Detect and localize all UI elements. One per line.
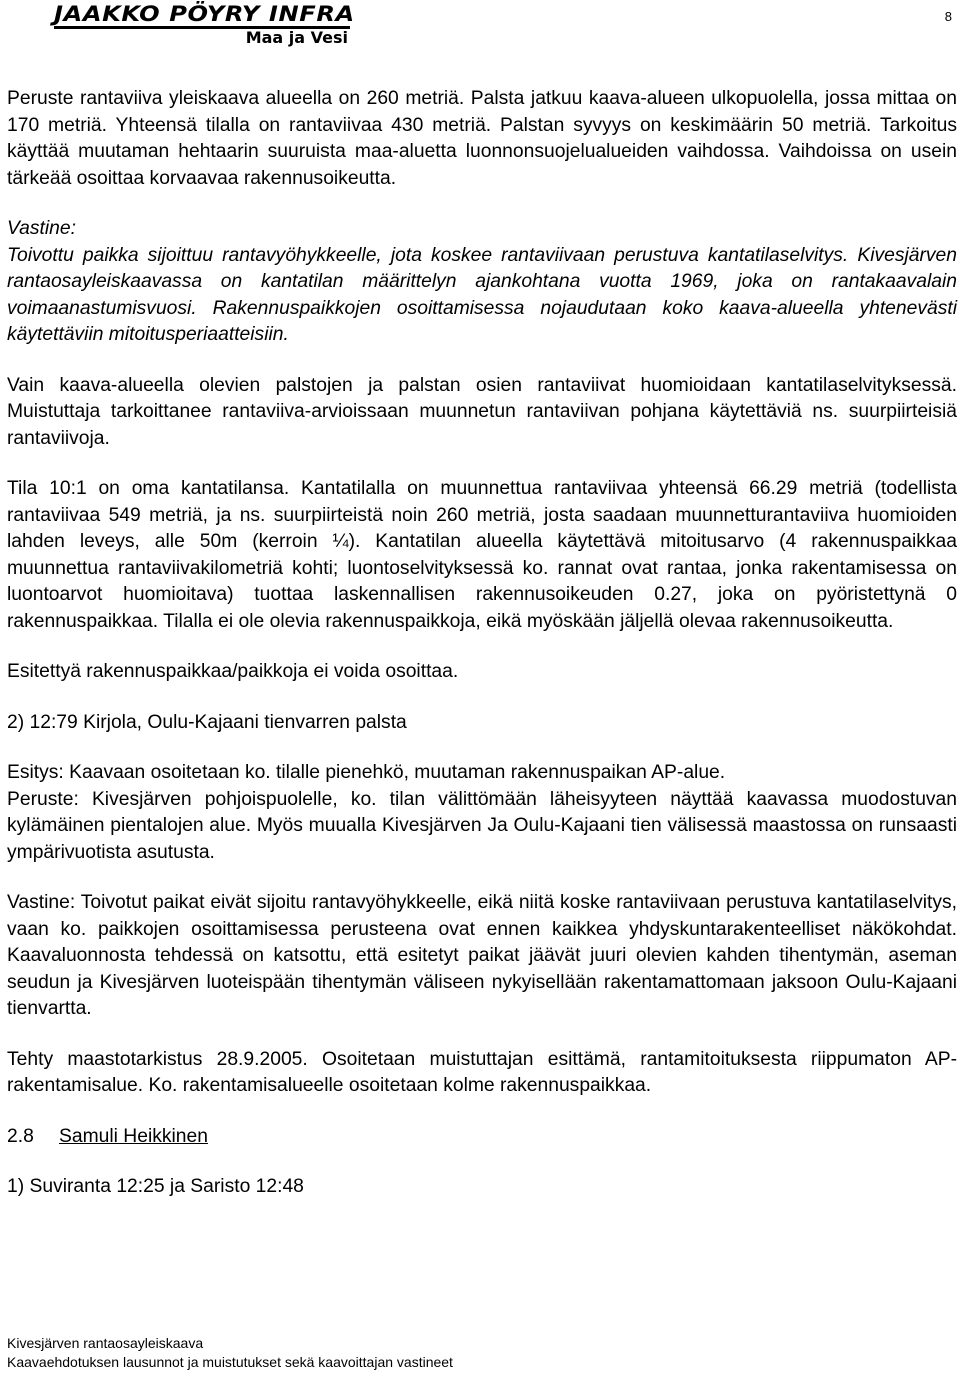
page-footer bbox=[7, 1334, 453, 1372]
paragraph-tila-10-1: Tila 10:1 on oma kantatilansa. Kantatilalla on muunnettua rantaviivaa yhteensä 66.29 metriä (todellista rantaviivaa 549 metriä, ja ns. suurpiirteistä noin 260 metriä, josta saadaan muunnetturantaviiva huomioiden lahden leveys, alle 50m (kerroin ¼). Kantatilan alueella käytettävä mitoitusarvo (4 rakennuspaikkaa muunnettua rantaviivakilometriä kohti; luontoselvityksessä ko. rannat ovat rantaa, jonka rakentamisessa on luontoarvot huomioitava) tuottaa laskennallisen rakennusoikeuden 0.27, joka on pyöristettynä 0 rakennuspaikkaa. Tilalla ei ole olevia rakennuspaikkoja, eikä myöskään jäljellä olevaa rakennusoikeutta. bbox=[7, 478, 957, 632]
section-number: 2.8 bbox=[7, 1125, 34, 1147]
document-body bbox=[7, 86, 957, 1225]
footer-line-1: Kivesjärven rantaosayleiskaava bbox=[7, 1335, 204, 1351]
paragraph-conclusion-1: Esitettyä rakennuspaikkaa/paikkoja ei voida osoittaa. bbox=[7, 661, 459, 682]
paragraph-maastotarkistus: Tehty maastotarkistus 28.9.2005. Osoitetaan muistuttajan esittämä, rantamitoituksesta riippumaton AP-rakentamisalue. Ko. rakentamisalueelle osoitetaan kolme rakennuspaikkaa. bbox=[7, 1048, 957, 1096]
logo-sub-text: Maa ja Vesi bbox=[245, 28, 348, 47]
item-1-heading: 1) Suviranta 12:25 ja Saristo 12:48 bbox=[7, 1176, 304, 1197]
paragraph-vastine-1 bbox=[7, 216, 957, 349]
paragraph-vastine-2: Vastine: Toivotut paikat eivät sijoitu rantavyöhykkeelle, eikä niitä koske rantaviivaan perustuva kantatilaselvitys, vaan ko. paikkojen osoittamisessa perusteena ovat ennen kaikkea yhdyskuntarakenteelliset näkökohdat. Kaavaluonnosta tehdessä on katsottu, että esitetyt paikat jäävät juuri olevien kahden tihentymän, aseman seudun ja Kivesjärven luoteispään tihentymän väliseen nykyisellään rakentamattomaan jaksoon Oulu-Kajaani tienvartta. bbox=[7, 892, 957, 1019]
paragraph-peruste-2: Peruste: Kivesjärven pohjoispuolelle, ko. tilan välittömään läheisyyteen näyttää kaavassa muodostuvan kylämäinen pientalojen alue. Myös muualla Kivesjärven Ja Oulu-Kajaani tien välisessä maastossa on runsaasti ympärivuotista asutusta. bbox=[7, 788, 957, 863]
item-2-heading: 2) 12:79 Kirjola, Oulu-Kajaani tienvarren palsta bbox=[7, 711, 407, 733]
footer-line-2: Kaavaehdotuksen lausunnot ja muistutukset sekä kaavoittajan vastineet bbox=[7, 1354, 453, 1370]
vastine-label: Vastine: bbox=[7, 218, 76, 239]
company-logo bbox=[54, 2, 355, 47]
section-heading bbox=[7, 1124, 957, 1151]
vastine-text: Toivottu paikka sijoittuu rantavyöhykkeelle, jota koskee rantaviivaan perustuva kantatilaselvitys. Kivesjärven rantaosayleiskaavassa on kantatilan määrittelyn ajankohtana vuotta 1969, joka on rantakaavalain voimaanastumisvuosi. Rakennuspaikkojen osoittamisessa nojaudutaan koko kaava-alueella yhtenevästi käytettäviin mitoitusperiaatteisiin. bbox=[7, 244, 957, 345]
page-number: 8 bbox=[944, 9, 952, 24]
paragraph-peruste: Peruste rantaviiva yleiskaava alueella on 260 metriä. Palsta jatkuu kaava-alueen ulkopuolella, jossa mittaa on 170 metriä. Yhteensä tilalla on rantaviivaa 430 metriä. Palstan syvyys on keskimäärin 50 metriä. Tarkoitus käyttää muutaman hehtaarin suuruista maa-aluetta luonnonsuojelualueiden vaihdossa. Vaihdoissa on usein tärkeää osoittaa korvaavaa rakennusoikeutta. bbox=[7, 88, 957, 189]
section-title: Samuli Heikkinen bbox=[59, 1125, 208, 1147]
logo-main-text: JAAKKO PÖYRY INFRA bbox=[54, 2, 355, 26]
paragraph-kantatilaselvitys: Vain kaava-alueella olevien palstojen ja palstan osien rantaviivat huomioidaan kantatilaselvityksessä. Muistuttaja tarkoittanee rantaviiva-arvioissaan muunnetun rantaviivan pohjana käytettäviä ns. suurpiirteisiä rantaviivoja. bbox=[7, 374, 957, 449]
paragraph-esitys: Esitys: Kaavaan osoitetaan ko. tilalle pienehkö, muutaman rakennuspaikan AP-alue. bbox=[7, 762, 726, 783]
